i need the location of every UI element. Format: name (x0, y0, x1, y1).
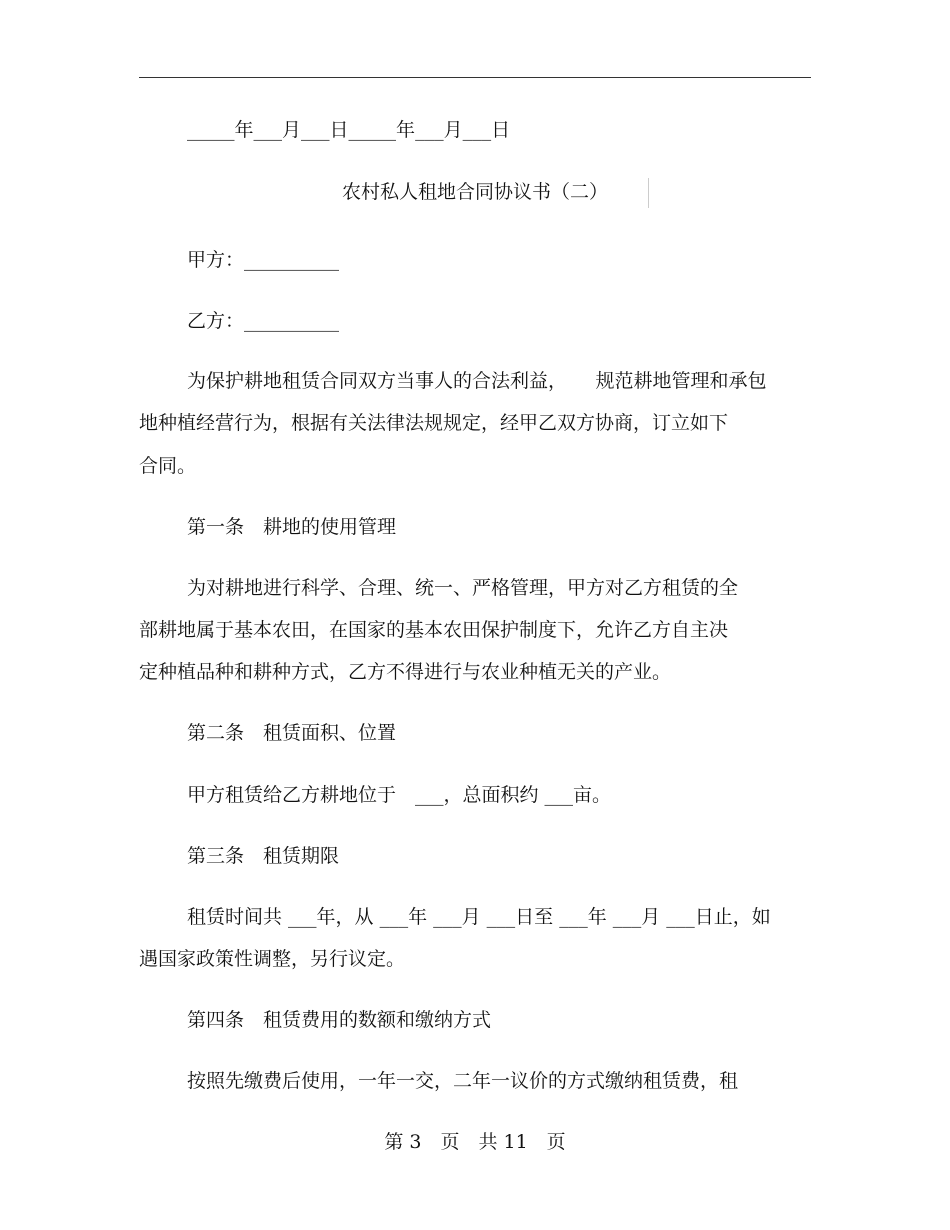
document-title: 农村私人租地合同协议书（二） (341, 181, 608, 203)
article-3-heading: 第三条 租赁期限 (187, 845, 340, 867)
date-unit: 年 (396, 119, 416, 141)
preamble-line: 地种植经营行为，根据有关法律法规规定，经甲乙双方协商，订立如下 (139, 412, 729, 434)
date-unit: 日 (329, 119, 349, 141)
party-b-blank: __________ (244, 310, 340, 332)
date-unit: 月 (282, 119, 302, 141)
article-2-heading: 第二条 租赁面积、位置 (187, 722, 397, 744)
preamble-line: 合同。 (139, 455, 197, 477)
article-2-line: 甲方租赁给乙方耕地位于 ___，总面积约 ___亩。 (187, 784, 612, 806)
date-unit: 月 (443, 119, 463, 141)
article-1-line: 定种植品种和耕种方式，乙方不得进行与农业种植无关的产业。 (139, 661, 672, 683)
party-b-label: 乙方： (187, 310, 245, 332)
article-4-heading: 第四条 租赁费用的数额和缴纳方式 (187, 1009, 492, 1031)
date-blank: ___ (415, 119, 444, 141)
date-blank: ___ (253, 119, 283, 141)
text-cursor (648, 178, 649, 208)
page-footer: 第 3 页 共 11 页 (384, 1131, 566, 1153)
date-blank: _____ (348, 119, 397, 141)
date-blank: ___ (301, 119, 330, 141)
party-b-line (187, 309, 339, 333)
preamble-line: 为保护耕地租赁合同双方当事人的合法利益， 规范耕地管理和承包 (187, 370, 767, 392)
article-1-heading: 第一条 耕地的使用管理 (187, 516, 397, 538)
article-3-line: 租赁时间共 ___年，从 ___年 ___月 ___日至 ___年 ___月 ___日止，如 (187, 906, 771, 928)
party-a-line (187, 248, 339, 272)
date-unit: 日 (491, 119, 511, 141)
party-a-label: 甲方： (187, 249, 245, 271)
article-4-line: 按照先缴费后使用，一年一交，二年一议价的方式缴纳租赁费，租 (187, 1070, 739, 1092)
header-rule (139, 77, 811, 78)
article-1-line: 为对耕地进行科学、合理、统一、严格管理，甲方对乙方租赁的全 (187, 577, 739, 599)
article-1-line: 部耕地属于基本农田，在国家的基本农田保护制度下，允许乙方自主决 (139, 619, 729, 641)
date-line (187, 118, 510, 142)
party-a-blank: __________ (244, 249, 340, 271)
date-blank: _____ (187, 119, 235, 141)
date-blank: ___ (462, 119, 492, 141)
article-3-line: 遇国家政策性调整，另行议定。 (139, 948, 406, 970)
date-unit: 年 (234, 119, 254, 141)
